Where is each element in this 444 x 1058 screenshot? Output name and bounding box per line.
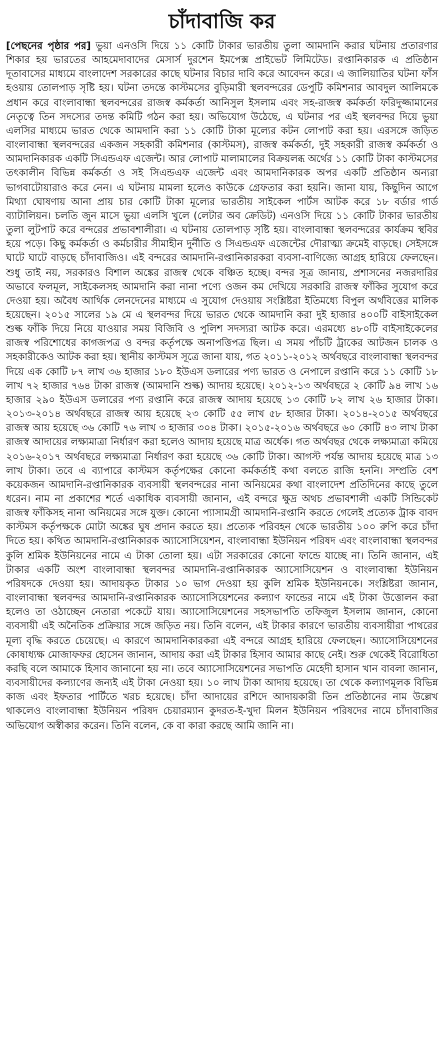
article-headline: চাঁদাবাজি কর [168, 9, 276, 33]
continuation-tag: [পেছনের পৃষ্ঠার পর] [6, 41, 91, 52]
newspaper-clipping [0, 8, 444, 1058]
article-body [6, 40, 438, 734]
article-text: ভুয়া এনওসি দিয়ে ১১ কোটি টাকার ভারতীয় তুলা আমদানি করার ঘটনায় প্রতারণার শিকার হয় ভারতের আহমেদাবাদের মেসার্স দুরশেন ইমপেক্স প্রাইভেট লিমিটেড। রপ্তানিকারক এ প্রতিষ্ঠান দূতাবাসের মাধ্যমে বাংলাদেশ সরকারের কাছে ঘটনার বিচার দাবি করে আবেদন করে। এ জালিয়াতির ঘটনা ফাঁস হওয়ায় তোলপাড় সৃষ্টি হয়। ঘটনা তদন্তে কাস্টমসের বুড়িমারী স্থলবন্দরের ডেপুটি কমিশনার আবদুল আলিমকে প্রধান করে বাংলাবান্ধা স্থলবন্দরের রাজস্ব কর্মকর্তা আনিসুল ইসলাম এবং সহ-রাজস্ব কর্মকর্তা ফরিদুজ্জামানের নেতৃত্বে তিন সদস্যের তদন্ত কমিটি গঠন করা হয়। অভিযোগ উঠেছে, এ ঘটনার পর এই স্থলবন্দর দিয়ে ভুয়া এলসির মাধ্যমে ভারত থেকে আমদানি করা ১১ কোটি টাকা মূল্যের কটন লোপাট করা হয়। এরসঙ্গে জড়িত বাংলাবান্ধা স্থলবন্দরের একজন সহকারী কমিশনার (কাস্টমস), রাজস্ব কর্মকর্তা, দুই সহকারী রাজস্ব কর্মকর্তা ও আমদানিকারক একটি সিএন্ডএফ এজেন্ট। আর লোপাট মালামালের বিক্রয়লব্ধ অর্থের ১১ কোটি টাকা কাস্টমসের তৎকালীন বিভিন্ন কর্মকর্তা ও সই সিএন্ডএফ এজেন্ট এবং আমদানিকারক অপর একটি প্রতিষ্ঠান অন্যরা ভাগবাটোয়ারাও করে নেন। এ ঘটনায় মামলা হলেও কাউকে গ্রেফতার করা হয়নি। জানা যায়, কিছুদিন আগে মিথ্যা ঘোষণায় আনা প্রায় চার কোটি টাকা মূল্যের ভারতীয় সাইকেল পার্টস আটক করে ১৮ বর্ডার গার্ড ব্যাটালিয়ন। চলতি জুন মাসে ভুয়া এলসি খুলে (লেটার অব ক্রেডিট) এনওসি দিয়ে ১১ কোটি টাকার ভারতীয় তুলা লুটপাট করে বন্দরের প্রভাবশালীরা। এ ঘটনায় তোলপাড় সৃষ্টি হয়। বাংলাবান্ধা স্থলবন্দরের কার্যক্রম স্থবির হয়ে পড়ে। কিছু কর্মকর্তা ও কর্মচারীর সীমাহীন দুর্নীতি ও সিএন্ডএফ এজেন্টের দৌরাত্ম্য ক্রমেই বাড়ছে। সেইসঙ্গে ঘাটে ঘাটে বাড়ছে চাঁদাবাজিও। এই বন্দরের আমদানি-রপ্তানিকারকরা ব্যবসা-বাণিজ্যে আগ্রহ হারিয়ে ফেলছেন। শুধু তাই নয়, সরকারও বিশাল অঙ্কের রাজস্ব থেকে বঞ্চিত হচ্ছে। বন্দর সূত্র জানায়, প্রশাসনের নজরদারির অভাবে ফলমূল, সাইকেলসহ আমদানি করা নানা পণ্যে ওজন কম দেখিয়ে সরকারি রাজস্ব ফাঁকির সুযোগ করে দেওয়া হয়। অবৈধ আর্থিক লেনদেনের মাধ্যমে এ সুযোগ দেওয়ায় সংশ্লিষ্টরা ইতিমধ্যে বিপুল অর্থবিত্তের মালিক হয়েছেন। ২০১৫ সালের ১৯ মে এ স্থলবন্দর দিয়ে ভারত থেকে আমদানি করা দুই হাজার ৪০০টি বাইসাইকেল শুল্ক ফাঁকি দিয়ে নিয়ে যাওয়ার সময় বিজিবি ও পুলিশ সদস্যরা আটক করে। এরমধ্যে ৪৮০টি বাইসাইকেলের রাজস্ব পরিশোধের কাগজপত্র ও বন্দর কর্তৃপক্ষে অনাপত্তিপত্র ছিল। এ সময় পাঁচটি ট্রাকের আটজন চালক ও সহকারীকেও আটক করা হয়। স্থানীয় কাস্টমস সূত্রে জানা যায়, গত ২০১১-২০১২ অর্থবছরে বাংলাবান্ধা স্থলবন্দর দিয়ে এক কোটি ৮৭ লাখ ৩৬ হাজার ১৮০ ইউএস ডলারের পণ্য ভারত ও নেপালে রপ্তানি করে ১১ কোটি ১৮ লাখ ৭২ হাজার ৭৬৪ টাকা রাজস্ব (আমদানি শুল্ক) আদায় হয়েছে। ২০১২-১৩ অর্থবছরে ২ কোটি ৯৪ লাখ ১৬ হাজার ২৯০ ইউএস ডলারের পণ্য রপ্তানি করে রাজস্ব আদায় হয়েছে ১৩ কোটি ৮২ লাখ ২৬ হাজার টাকা। ২০১৩-২০১৪ অর্থবছরে রাজস্ব আয় হয়েছে ২৩ কোটি ৫৫ লাখ ৫৮ হাজার টাকা। ২০১৪-২০১৫ অর্থবছরে রাজস্ব আয় হয়েছে ৩৬ কোটি ৭৬ লাখ ৩ হাজার ৩০৪ টাকা। ২০১৫-২০১৬ অর্থবছরে ৬০ কোটি ৪৩ লাখ টাকা রাজস্ব আদায়ের লক্ষ্যমাত্রা নির্ধারণ করা হলেও আদায় হয়েছে মাত্র অর্ধেক। গত অর্থবছর থেকে লক্ষ্যমাত্রা কমিয়ে ২০১৬-২০১৭ অর্থবছরে লক্ষ্যমাত্রা নির্ধারণ করা হয়েছে ৩৬ কোটি টাকা। আগস্ট পর্যন্ত আদায় হয়েছে মাত্র ১৩ লাখ টাকা। তবে এ ব্যাপারে কাস্টমস কর্তৃপক্ষের কোনো কর্মকর্তাই কথা বলতে রাজি হননি। সম্প্রতি বেশ কয়েকজন আমদানি-রপ্তানিকারক ব্যবসায়ী স্থলবন্দরের নানা অনিয়মের কথা বাংলাদেশ প্রতিদিনের কাছে তুলে ধরেন। নাম না প্রকাশের শর্তে একাধিক ব্যবসায়ী জানান, এই বন্দরে ক্ষুদ্র অথচ প্রভাবশালী একটি সিন্ডিকেট রাজস্ব ফাঁকিসহ নানা অনিয়মের সঙ্গে যুক্ত। কোনো প্যাসামগ্রী আমদানি-রপ্তানি করতে গেলেই প্রত্যেক ট্রাক বাবদ কাস্টমস কর্তৃপক্ষকে মোটা অঙ্কের ঘুষ প্রদান করতে হয়। প্রত্যেক পরিবহন থেকে ভারতীয় ১০০ রুপি করে চাঁদা দিতে হয়। কথিত আমদানি-রপ্তানিকারক অ্যাসোসিয়েশন, বাংলাবান্ধা ইউনিয়ন পরিষদ এবং বাংলাবান্ধা স্থলবন্দর কুলি শ্রমিক ইউনিয়নের নামে এ টাকা তোলা হয়। এটা সরকারের কোনো ফান্ডে যাচ্ছে না। তিনি জানান, এই টাকার একটি অংশ বাংলাবান্ধা স্থলবন্দর আমদানি-রপ্তানিকারক অ্যাসোসিয়েশন ও বাংলাবান্ধা ইউনিয়ন পরিষদকে দেওয়া হয়। আদায়কৃত টাকার ১০ ভাগ দেওয়া হয় কুলি শ্রমিক ইউনিয়নকে। সংশ্লিষ্টরা জানান, বাংলাবান্ধা স্থলবন্দর আমদানি-রপ্তানিকারক অ্যাসোসিয়েশনের কল্যাণ ফান্ডের নামে এই টাকা উত্তোলন করা হলেও তা ওঠাচ্ছেন নেতারা পকেটে যায়। অ্যাসোসিয়েশনের সহসভাপতি তফিজুল ইসলাম জানান, কোনো ব্যবসায়ী এই অনৈতিক প্রক্রিয়ার সঙ্গে জড়িত নয়। তিনি বলেন, এই টাকার কারণে ভারতীয় ব্যবসায়ীরা পাথরের মূল্য বৃদ্ধি করতে চেয়েছে। এ কারণে আমদানিকারকরা এই বন্দরে আগ্রহ হারিয়ে ফেলছেন। অ্যাসোসিয়েশনের কোষাধ্যক্ষ মোজাফফর হোসেন জানান, আদায় করা এই টাকার হিসাব আমার কাছে নেই। শুরু থেকেই বিরোধিতা করছি বলে আমাকে হিসাব জানানো হয় না। তবে অ্যাসোসিয়েশনের সভাপতি মেহেদী হাসান খান বাবলা জানান, ব্যবসায়ীদের কল্যাণের জন্যই এই টাকা নেওয়া হয়। ১০ লাখ টাকা আদায় হয়েছে। তা থেকে কল্যাণমূলক বিভিন্ন কাজ এবং ইফতার পার্টিতে খরচ হয়েছে। চাঁদা আদায়ের রশিদে আদায়কারী তিন প্রতিষ্ঠানের নাম উল্লেখ থাকলেও বাংলাবান্ধা ইউনিয়ন পরিষদ চেয়ারম্যান কুদরত-ই-খুদা মিলন ইউনিয়ন পরিষদের নামে চাঁদাবাজির অভিযোগ অস্বীকার করেন। তিনি বলেন, কে বা কারা করছে আমি জানি না। [6, 41, 438, 732]
